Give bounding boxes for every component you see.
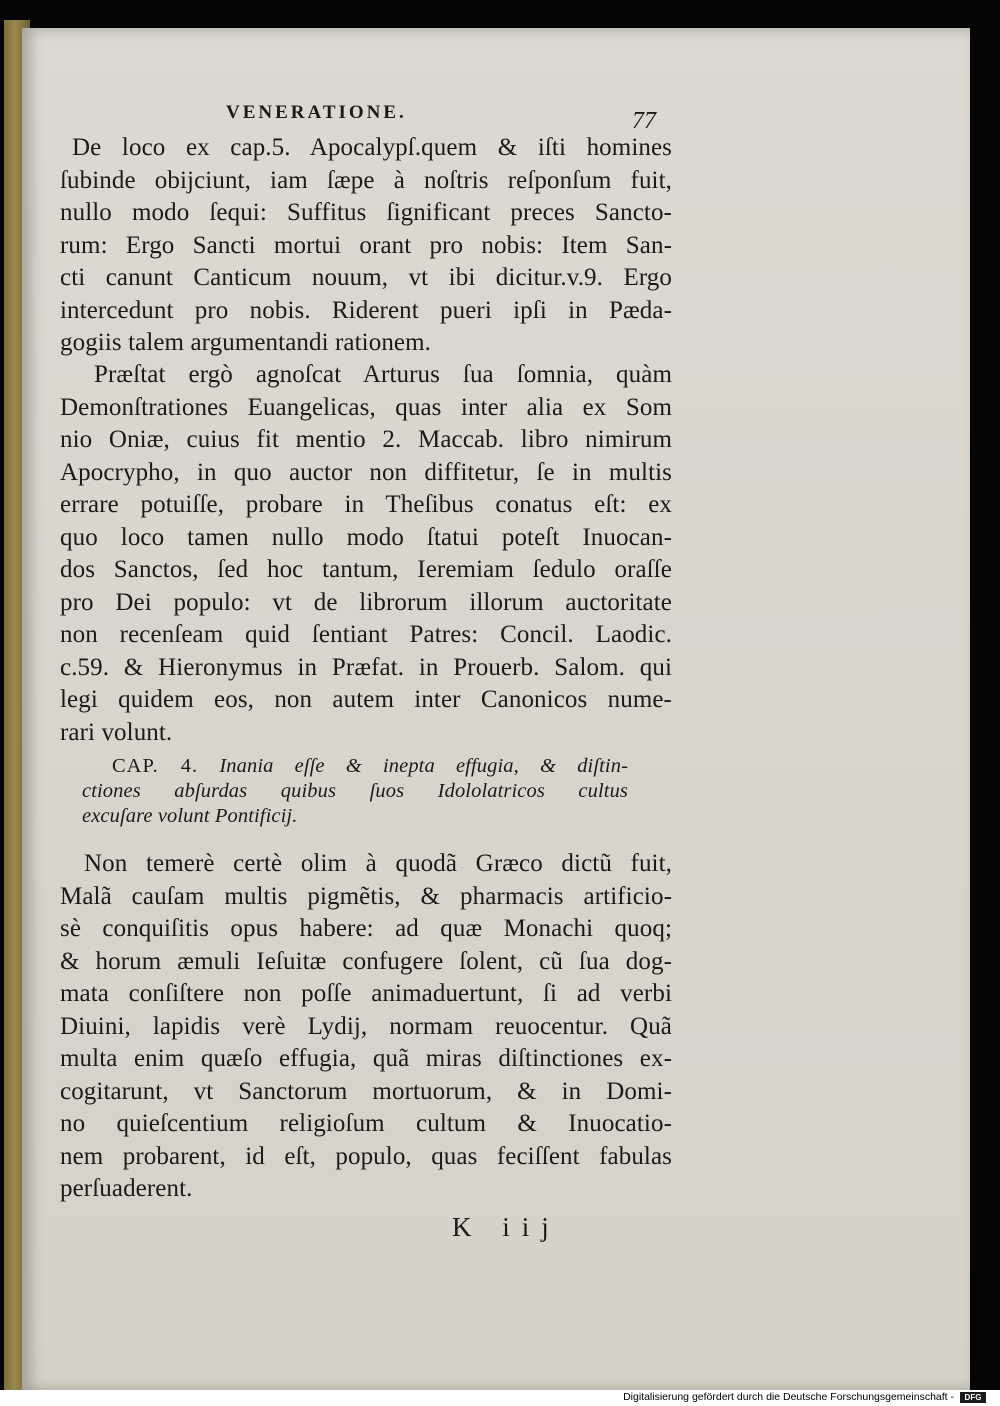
chapter-heading-line: ctiones abſurdas quibus ſuos Idololatricos cultus bbox=[82, 780, 628, 802]
dfg-logo: DFG bbox=[960, 1392, 986, 1403]
chapter-heading-line: excuſare volunt Pontificij. bbox=[82, 805, 298, 827]
text-line: multa enim quæſo effugia, quã miras diſtinctiones ex- bbox=[60, 1045, 672, 1072]
text-line: mata conſiſtere non poſſe animaduertunt, ſi ad verbi bbox=[60, 980, 672, 1007]
text-line: no quieſcentium religioſum cultum & Inuocatio- bbox=[60, 1110, 672, 1137]
text-line: legi quidem eos, non autem inter Canonicos nume- bbox=[60, 686, 672, 713]
text-line: Præſtat ergò agnoſcat Arturus ſua ſomnia, quàm bbox=[94, 361, 672, 388]
chapter-heading-text: Inania eſſe & inepta effugia, & diſtin- bbox=[219, 755, 629, 777]
text-line: dos Sanctos, ſed hoc tantum, Ieremiam ſedulo oraſſe bbox=[60, 556, 672, 583]
funding-credit: Digitalisierung gefördert durch die Deutsche Forschungsgemeinschaft - bbox=[623, 1391, 954, 1403]
text-line: Diuini, lapidis verè Lydij, normam reuocentur. Quã bbox=[60, 1012, 672, 1040]
text-line: Demonſtrationes Euangelicas, quas inter alia ex Som bbox=[60, 393, 672, 421]
footer-bar bbox=[0, 1390, 1000, 1406]
text-line: nem probarent, id eſt, populo, quas feciſſent fabulas bbox=[60, 1142, 672, 1170]
text-line: pro Dei populo: vt de librorum illorum auctoritate bbox=[60, 588, 672, 616]
page-number: 77 bbox=[632, 108, 656, 134]
chapter-label: CAP. 4. bbox=[112, 755, 199, 777]
paragraph-3 bbox=[60, 848, 672, 1206]
text-line: intercedunt pro nobis. Riderent pueri ipſi in Pæda- bbox=[60, 296, 672, 324]
text-line: cti canunt Canticum nouum, vt ibi dicitur.v.9. Ergo bbox=[60, 264, 672, 291]
chapter-heading-line bbox=[82, 754, 628, 779]
signature-mark: K iij bbox=[452, 1212, 561, 1242]
text-line: cogitarunt, vt Sanctorum mortuorum, & in Domi- bbox=[60, 1077, 672, 1105]
paragraph-2 bbox=[60, 359, 672, 749]
text-line: perſuaderent. bbox=[60, 1175, 193, 1202]
text-line: errare potuiſſe, probare in Theſibus conatus eſt: ex bbox=[60, 491, 672, 518]
running-title: VENERATIONE. bbox=[226, 102, 407, 123]
text-line: & horum æmuli Ieſuitæ confugere ſolent, cũ ſua dog- bbox=[60, 947, 672, 975]
text-line: nullo modo ſequi: Suffitus ſignificant preces Sancto- bbox=[60, 199, 672, 226]
text-line: Apocrypho, in quo auctor non diffitetur, ſe in multis bbox=[60, 458, 672, 486]
text-line: rum: Ergo Sancti mortui orant pro nobis: Item San- bbox=[60, 231, 672, 259]
text-line: c.59. & Hieronymus in Præfat. in Prouerb. Salom. qui bbox=[60, 653, 672, 681]
text-line: De loco ex cap.5. Apocalypſ.quem & iſti homines bbox=[72, 134, 672, 161]
text-line: sè conquiſitis opus habere: ad quæ Monachi quoq; bbox=[60, 915, 672, 942]
text-line: Non temerè certè olim à quodã Græco dictũ fuit, bbox=[84, 850, 672, 877]
paragraph-1 bbox=[60, 132, 672, 360]
text-line: ſubinde obijciunt, iam ſæpe à noſtris reſponſum fuit, bbox=[60, 166, 672, 194]
chapter-heading bbox=[82, 754, 628, 829]
book-page bbox=[22, 28, 970, 1390]
text-line: Malã cauſam multis pigmẽtis, & pharmacis artificio- bbox=[60, 882, 672, 910]
text-line: gogiis talem argumentandi rationem. bbox=[60, 329, 432, 356]
text-line: nio Oniæ, cuius fit mentio 2. Maccab. libro nimirum bbox=[60, 426, 672, 453]
text-line: non recenſeam quid ſentiant Patres: Concil. Laodic. bbox=[60, 621, 672, 648]
text-line: quo loco tamen nullo modo ſtatui poteſt Inuocan- bbox=[60, 523, 672, 551]
text-line: rari volunt. bbox=[60, 718, 173, 746]
